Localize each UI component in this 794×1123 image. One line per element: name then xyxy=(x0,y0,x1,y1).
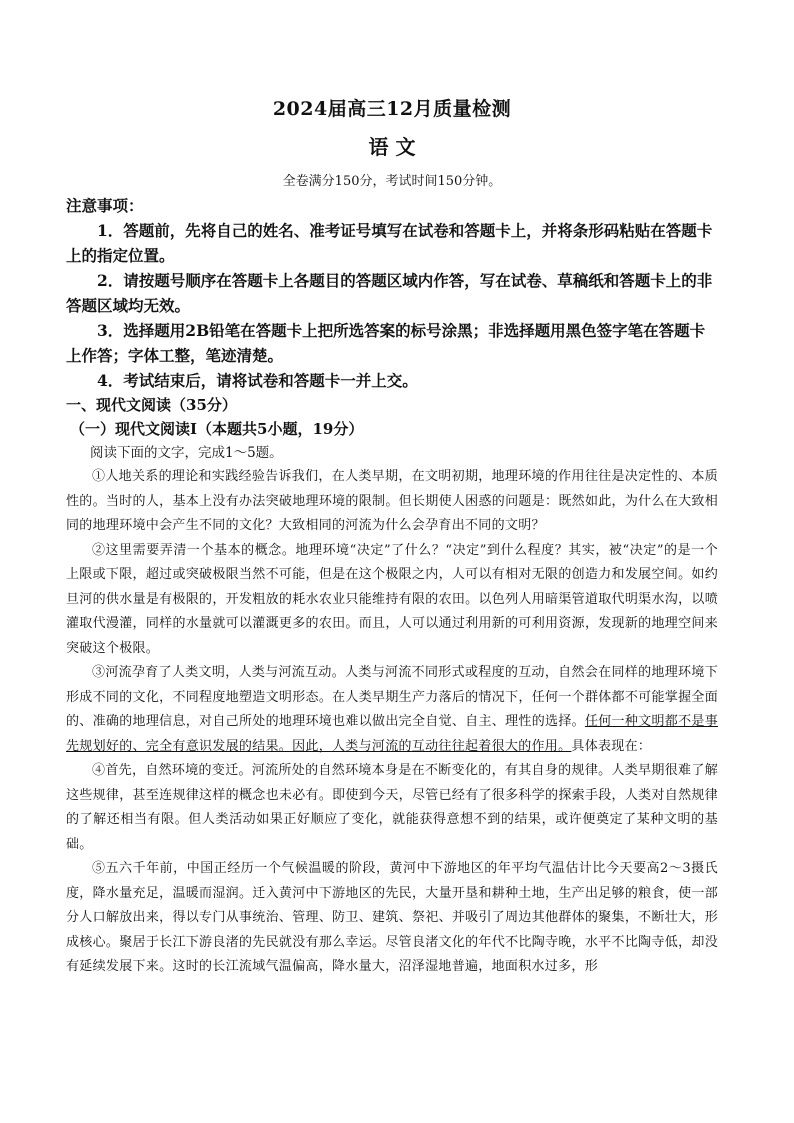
paragraph-3 xyxy=(66,661,718,759)
section-subtitle: （一）现代文阅读Ⅰ（本题共5小题，19分） xyxy=(70,420,364,438)
paragraph-3-tail: 具体表现在： xyxy=(571,738,652,754)
paragraph-3-underlined: 任何一种文明都不是事先规划好的、完全有意识发展的结果。因此，人类与河流的互动往往起着很大的作用。 xyxy=(66,714,718,754)
paragraph-3-text: ③河流孕育了人类文明，人类与河流互动。人类与河流不同形式或程度的互动，自然会在同样的地理环境下形成不同的文化，不同程度地塑造文明形态。在人类早期生产力落后的情况下，任何一个群体都不可能掌握全面的、准确的地理信息，对自己所处的地理环境也难以做出完全自觉、自主、理性的选择。 xyxy=(66,665,718,729)
exam-info: 全卷满分150分，考试时间150分钟。 xyxy=(282,174,502,189)
section-title: 一、现代文阅读（35分） xyxy=(66,396,237,414)
notice-item-3: 3．选择题用2B铅笔在答题卡上把所选答案的标号涂黑；非选择题用黑色签字笔在答题卡上作答；字体工整，笔迹清楚。 xyxy=(66,321,706,365)
paragraph-4: ④首先，自然环境的变迁。河流所处的自然环境本身是在不断变化的，有其自身的规律。人类早期很难了解这些规律，甚至连规律这样的概念也未必有。即使到今天，尽管已经有了很多科学的探索手段，人类对自然规律的了解还相当有限。但人类活动如果正好顺应了变化，就能获得意想不到的结果，或许便奠定了某种文明的基础。 xyxy=(66,763,718,852)
notice-item-2: 2．请按题号顺序在答题卡上各题目的答题区域内作答，写在试卷、草稿纸和答题卡上的非答题区域均无效。 xyxy=(66,271,713,315)
exam-title: 2024届高三12月质量检测 xyxy=(272,98,512,120)
reading-instruction: 阅读下面的文字，完成1～5题。 xyxy=(90,445,283,461)
paragraph-2: ②这里需要弄清一个基本的概念。地理环境“决定”了什么？“决定”到什么程度？其实，被“决定”的是一个上限或下限，超过或突破极限当然不可能，但是在这个极限之内，人可以有相对无限的创造力和发展空间。如约旦河的供水量是有极限的，开发粗放的耗水农业只能维持有限的农田。以色列人用暗渠管道取代明渠水沟，以喷灌取代漫灌，同样的水量就可以灌溉更多的农田。而且，人可以通过利用新的可利用资源，发现新的地理空间来突破这个极限。 xyxy=(66,542,718,656)
notice-item-1: 1．答题前，先将自己的姓名、准考证号填写在试卷和答题卡上，并将条形码粘贴在答题卡上的指定位置。 xyxy=(66,221,713,265)
paragraph-5: ⑤五六千年前，中国正经历一个气候温暖的阶段，黄河中下游地区的年平均气温估计比今天要高2～3摄氏度，降水量充足，温暖而湿润。迁入黄河中下游地区的先民，大量开垦和耕种土地，生产出足够的粮食，使一部分人口解放出来，得以专门从事统治、管理、防卫、建筑、祭祀、并吸引了周边其他群体的聚集，不断壮大，形成核心。聚居于长江下游良渚的先民就没有那么幸运。尽管良渚文化的年代不比陶寺晚，水平不比陶寺低，却没有延续发展下来。这时的长江流域气温偏高，降水量大，沼泽湿地普遍，地面积水过多，形 xyxy=(66,861,718,974)
notice-heading: 注意事项： xyxy=(66,196,144,215)
subject-title: 语 文 xyxy=(368,135,416,159)
notice-item-4: 4．考试结束后，请将试卷和答题卡一并上交。 xyxy=(97,371,418,390)
paragraph-1: ①人地关系的理论和实践经验告诉我们，在人类早期，在文明初期，地理环境的作用往往是决定性的、本质性的。当时的人，基本上没有办法突破地理环境的限制。但长期使人困惑的问题是：既然如此，为什么在大致相同的地理环境中会产生不同的文化？大致相同的河流为什么会孕育出不同的文明？ xyxy=(66,469,718,533)
